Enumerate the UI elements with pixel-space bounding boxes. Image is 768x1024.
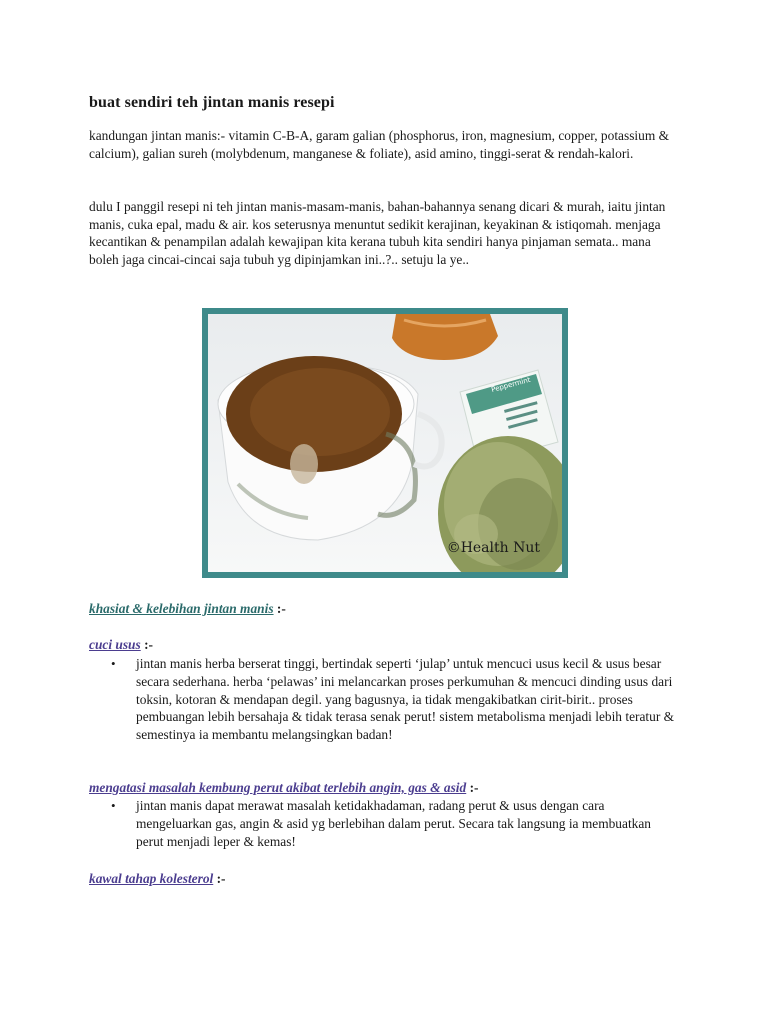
section-heading-cuci-usus (89, 637, 153, 653)
heading-suffix: :- (273, 601, 286, 616)
kolesterol-link[interactable]: kawal tahap kolesterol (89, 871, 214, 886)
tea-cup (218, 356, 442, 540)
tea-photo-illustration (208, 314, 562, 572)
khasiat-link[interactable]: khasiat & kelebihan jintan manis (89, 601, 274, 616)
kembung-link[interactable]: mengatasi masalah kembung perut akibat terlebih angin, gas & asid (89, 780, 467, 795)
tea-photo-image (208, 314, 562, 572)
section-heading-khasiat (89, 601, 286, 617)
ingredients-paragraph: kandungan jintan manis:- vitamin C-B-A, garam galian (phosphorus, iron, magnesium, copper, potassium & calcium), galian sureh (molybdenum, manganese & foliate), asid amino, tinggi-serat & rendah-kalori. (89, 128, 669, 161)
list-item-text: jintan manis dapat merawat masalah ketidakhadaman, radang perut & usus dengan cara mengeluarkan gas, angin & asid yg berlebihan dalam perut. Secara tak langsung ia membuatkan perut menjadi leper & kemas! (136, 798, 651, 849)
list-item (111, 655, 681, 744)
section-heading-kolesterol (89, 871, 226, 887)
tea-photo (202, 308, 568, 578)
cuci-usus-link[interactable]: cuci usus (89, 637, 141, 652)
packet-label: Peppermint (490, 375, 532, 394)
intro-paragraph: dulu I panggil resepi ni teh jintan manis-masam-manis, bahan-bahannya senang dicari & murah, iaitu jintan manis, cuka epal, madu & air. kos seterusnya menuntut sedikit kerajinan, keyakinan & istiqomah. menjaga kecantikan & penampilan adalah kewajipan kita kerana tubuh kita sendiri hanya pinjaman semata.. mana boleh jaga cincai-cincai saja tubuh yg dipinjamkan ini..?.. setuju la ye.. (89, 199, 666, 267)
list-item-text: jintan manis herba berserat tinggi, bertindak seperti ‘julap’ untuk mencuci usus kecil & usus besar secara sederhana. herba ‘pelawas’ ini melancarkan proses perkumuhan & mencuci dinding usus dari toksin, kotoran & mendapan degil. yang bagusnya, ia tidak mengakibatkan cirit-birit.. proses pembuangan lebih bersahaja & tidak terasa senak perut! sistem metabolisma menjadi lebih teratur & semestinya ia membantu melangsingkan badan! (136, 656, 675, 743)
heading-suffix: :- (466, 780, 479, 795)
bullet-icon: • (111, 656, 116, 671)
section-heading-kembung (89, 780, 479, 796)
page-title: buat sendiri teh jintan manis resepi (89, 94, 335, 111)
heading-suffix: :- (213, 871, 226, 886)
heading-suffix: :- (140, 637, 153, 652)
bullet-icon: • (111, 798, 116, 813)
list-item (111, 797, 681, 850)
photo-watermark: ©Health Nut (446, 540, 540, 556)
